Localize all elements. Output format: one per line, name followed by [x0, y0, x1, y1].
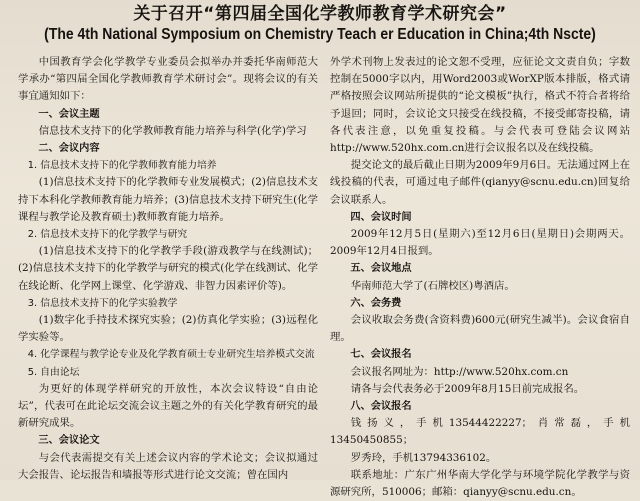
content-item-1-heading: 1. 信息技术支持下的化学教师教育能力培养	[27, 160, 217, 172]
section-heading-venue: 五、会议地点	[350, 263, 412, 275]
section-heading-contact: 八、会议报名	[350, 401, 412, 413]
section-heading-theme: 一、会议主题	[38, 108, 100, 120]
section-heading-time: 四、会议时间	[350, 211, 412, 223]
papers-text-continued: 外学术刊物上发表过的论文恕不受理，应征论文文责自负；字数控制在5000字以内，用Word2003或WorXP版本排版，格式请严格按照会议网站所提供的“论文模板”执行，格式不符合者将给予退回；同时，会议论文只接受在线投稿，不接受邮寄投稿，请各代表注意，以免重复投稿。与会代表可登陆会议网站http://www.520hx.com.cn进行会议报名以及在线投稿。	[330, 56, 630, 155]
contact-address: 联系地址：广东广州华南大学化学与环境学院化学教学与资源研究所，510006；邮箱：qianyy@scnu.edu.cn。	[330, 468, 630, 499]
content-item-4-heading: 4. 化学课程与教学论专业及化学教育硕士专业研究生培养模式交流	[27, 349, 315, 361]
papers-text: 与会代表需提交有关上述会议内容的学术论文；会议拟通过大会报告、论坛报告和墙报等形式进行论文交流；曾在国内	[18, 451, 318, 481]
content-item-2-heading: 2. 信息技术支持下的化学教学与研究	[27, 229, 188, 241]
theme-text: 信息技术支持下的化学教师教育能力培养与科学(化学)学习	[38, 124, 307, 137]
venue-text: 华南师范大学了(石牌校区)粤酒店。	[350, 279, 515, 292]
page-subtitle: (The 4th National Symposium on Chemistry Teach er Education in China;4th Nscte)	[44, 26, 596, 43]
section-heading-registration: 七、会议报名	[350, 349, 412, 361]
page-title: 关于召开“第四届全国化学教师教育学术研究会”	[133, 4, 507, 24]
content-item-2-text: (1)信息技术支持下的化学教学手段(游戏教学与在线测试)；(2)信息技术支持下的化学教学与研究的模式(化学在线测试、化学在线论断、化学网上课堂、化学游戏、非智力因素评价等)。	[18, 245, 318, 292]
registration-deadline: 请各与会代表务必于2009年8月15日前完成报名。	[350, 382, 585, 395]
contact-line-2: 罗秀玲，手机13794336102。	[350, 451, 497, 464]
section-heading-fee: 六、会务费	[350, 297, 402, 309]
section-heading-content: 二、会议内容	[38, 143, 100, 155]
content-item-5-text: 为更好的体现学样研究的开放性，本次会议特设“自由论坛”，代表可在此论坛交流会议主题之外的有关化学教育研究的最新研究成果。	[18, 382, 318, 430]
contact-line-1: 钱扬义，手机13544422227；肖常磊，手机13450450855；	[330, 417, 630, 447]
content-item-3-text: (1)数字化手持技术探究实验；(2)仿真化学实验；(3)远程化学实验等。	[18, 314, 318, 344]
fee-text: 会议收取会务费(含资料费)600元(研究生减半)。会议食宿自理。	[330, 314, 630, 344]
content-item-5-heading: 5. 自由论坛	[27, 366, 80, 378]
content-item-1-text: (1)信息技术支持下的化学教师专业发展模式；(2)信息技术支持下本科化学教师教育能力培养；(3)信息技术支持下研究生(化学课程与教学论及教育硕士)教师教育能力培养。	[18, 176, 318, 223]
registration-url: 会议报名网址为：http://www.520hx.com.cn	[350, 365, 569, 378]
section-heading-papers: 三、会议论文	[38, 435, 100, 447]
right-column	[330, 54, 630, 501]
intro-paragraph: 中国教育学会化学教学专业委员会拟举办并委托华南师范大学承办“第四届全国化学教师教育学术研讨会”。现将会议的有关事宜通知如下：	[18, 56, 318, 103]
papers-deadline: 提交论文的最后截止日期为2009年9月6日。无法通过网上在线投稿的代表，可通过电子邮件(qianyy@scnu.edu.cn)回复给会议联系人。	[330, 159, 630, 206]
content-item-3-heading: 3. 信息技术支持下的化学实验教学	[27, 297, 178, 309]
left-column	[18, 54, 318, 484]
time-text: 2009年12月5日(星期六)至12月6日(星期日)会期两天。2009年12月4日报到。	[330, 228, 630, 258]
